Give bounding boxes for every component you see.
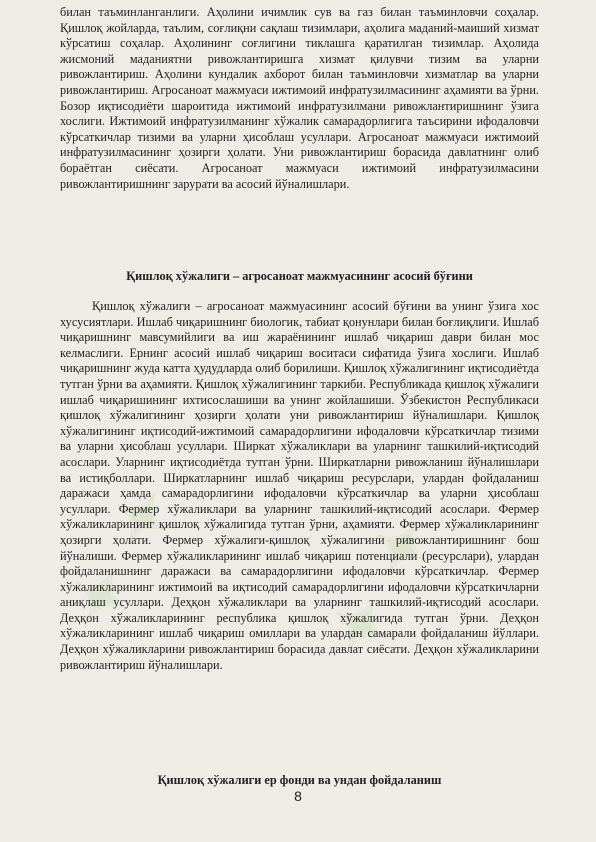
paragraph-intro: билан таъминланганлиги. Аҳолини ичимлик сув ва газ билан таъминловчи соҳалар. Қишлоқ жойларда, таълим, соғлиқни сақлаш тизимлари, аҳолига маданий-маиший хизмат кўрсатиш соҳалар. Аҳолининг соғлигини тиклашга қаратилган тизимлар. Аҳолида жисмоний маданиятни ривожлантиришга хизмат қилувчи тизим ва уларни ривожлантириш. Аҳолини кундалик ахборот билан таъминловчи хизматлар ва уларни ривожлантириш. Агросаноат мажмуаси ижтимоий инфратузилмасининг аҳамияти ва ўрни. Бозор иқтисодиёти шароитида ижтимоий инфратузилмани ривожлантиришнинг ўзига хослиги. Ижтимоий инфратузилманинг хўжалик самарадорлигига таъсирини ифодаловчи кўрсаткичлар тизими ва уларни ҳисоблаш усуллари. Агросаноат мажмуаси ижтимоий инфратузилмасининг ҳозирги ҳолати. Уни ривожлантириш борасида давлатнинг олиб бораётган сиёсати. Агросаноат мажмуаси ижтимоий инфратузилмасини ривожлантиришнинг зарурати ва асосий йўналишлари. [60,5,539,191]
page-number: 8 [294,788,302,804]
section-heading-land-fund: Қишлоқ хўжалиги ер фонди ва ундан фойдаланиш [157,773,442,787]
section-heading-agriculture: Қишлоқ хўжалиги – агросаноат мажмуасининг асосий бўғини [126,269,473,283]
watermark-mark-left: ✦ ✦ [53,469,196,643]
watermark-mark-right: ✦ ✦ [313,499,456,673]
paragraph-agriculture: Қишлоқ хўжалиги – агросаноат мажмуасининг асосий бўғини ва унинг ўзига хос хусусиятлари. Ишлаб чиқаришнинг биологик, табиат қонунлари билан боғлиқлиги. Ишлаб чиқаришнинг мавсумийлиги ва иш жараёнининг ишлаб чиқариш даври билан мос келмаслиги. Ернинг асосий ишлаб чиқариш воситаси сифатида ўзига хослиги. Ишлаб чиқаришнинг жуда катта ҳудудларда олиб борилиши. Қишлоқ хўжалигининг иқтисодиётда тутган ўрни ва аҳамияти. Қишлоқ хўжалигининг таркиби. Республикада қишлоқ хўжалиги ишлаб чиқаришининг ихтисослашиши ва унинг жойлашиши. Ўзбекистон Республикаси қишлоқ хўжалигининг ҳозирги ҳолати уни ривожлантириш йўналишлари. Қишлоқ хўжалигининг иқтисодий-ижтимоий самарадорлигини ифодаловчи кўрсаткичлар тизими ва уларни ҳисоблаш усуллари. Ширкат хўжаликлари ва уларнинг ташкилий-иқтисодий асослари. Уларнинг иқтисодиётда тутган ўрни. Ширкатларни ривожланиш йўналишлари ва истиқболлари. Ширкатларнинг ишлаб чиқариш ресурслари, улардан фойдаланиш даражаси ҳамда самарадорлигини ифодаловчи кўрсаткичлар ва уларни ҳисоблаш усуллари. Фермер хўжаликлари ва уларнинг ташкилий-иқтисодий асослари. Фермер хўжаликларининг қишлоқ хўжалигида тутган ўрни, аҳамияти. Фермер хўжаликларининг ҳозирги ҳолати. Фермер хўжалиги-қишлоқ хўжалигини ривожлантиришнинг бош йўналиши. Фермер хўжаликларининг ишлаб чиқариш потенциали (ресурслари), улардан фойдаланишнинг даражаси ва самарадорлигини ифодаловчи кўрсаткичлар. Фермер хўжаликларининг ижтимоий ва иқтисодий самарадорлигини ифодаловчи кўрсаткичларни аниқлаш усуллари. Деҳқон хўжаликлари ва уларнинг ташкилий-иқтисодий асослари. Деҳқон хўжаликларининг республика қишлоқ хўжалигида тутган ўрни. Деҳқон хўжаликларининг ишлаб чиқариш омиллари ва улардан самарали фойдаланиш йўллари. Деҳқон хўжаликларини ривожлантириш борасида давлат сиёсати. Деҳқон хўжаликларини ривожлантириш йўналишлари. [60,299,539,672]
